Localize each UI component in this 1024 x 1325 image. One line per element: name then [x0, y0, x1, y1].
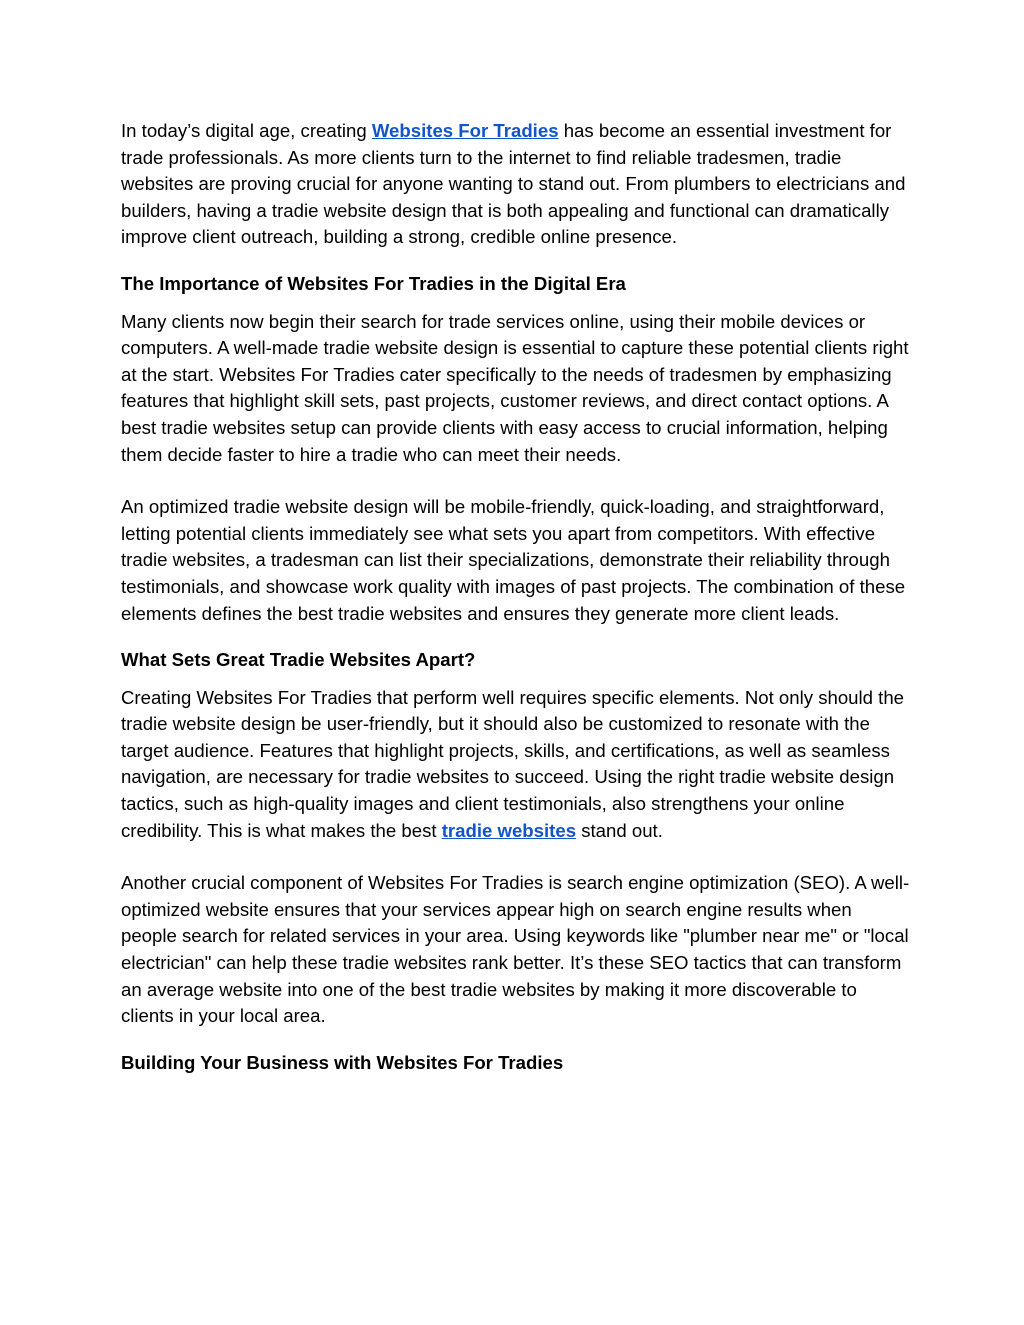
websites-for-tradies-link[interactable]: Websites For Tradies	[371, 120, 559, 141]
section2-text-after-link: stand out.	[576, 819, 663, 841]
document-page	[121, 118, 911, 1076]
section2-paragraph-2: Another crucial component of Websites For Tradies is search engine optimization (SEO). A well-optimized website ensures that your services appear high on search engine results when people search for related services in your area. Using keywords like "plumber near me" or "local electrician" can help these tradie websites rank better. It’s these SEO tactics that can transform an average website into one of the best tradie websites by making it more discoverable to clients in your local area.	[121, 872, 910, 1027]
intro-text-before-link: In today’s digital age, creating	[121, 120, 372, 141]
section2-text-before-link: Creating Websites For Tradies that perform well requires specific elements. Not only should the tradie website design be user-friendly, but it should also be customized to resonate with the target audience. Features that highlight projects, skills, and certifications, as well as seamless navigation, are necessary for tradie websites to succeed. Using the right tradie website design tactics, such as high-quality images and client testimonials, also strengthens your online credibility. This is what makes the best	[121, 686, 905, 841]
tradie-websites-link[interactable]: tradie websites	[441, 819, 577, 841]
section3-heading: Building Your Business with Websites For Tradies	[121, 1051, 564, 1073]
section1-paragraph-2: An optimized tradie website design will be mobile-friendly, quick-loading, and straightforward, letting potential clients immediately see what sets you apart from competitors. With effective tradie websites, a tradesman can list their specializations, demonstrate their reliability through testimonials, and showcase work quality with images of past projects. The combination of these elements defines the best tradie websites and ensures they generate more client leads.	[121, 496, 906, 624]
section2-heading: What Sets Great Tradie Websites Apart?	[121, 649, 476, 671]
section1-heading: The Importance of Websites For Tradies in the Digital Era	[121, 272, 626, 294]
intro-text-after-link: has become an essential investment for trade professionals. As more clients turn to the internet to find reliable tradesmen, tradie websites are proving crucial for anyone wanting to stand out. From plumbers to electricians and builders, having a tradie website design that is both appealing and functional can dramatically improve client outreach, building a strong, credible online presence.	[121, 120, 906, 248]
intro-paragraph	[121, 118, 911, 251]
section2-paragraph-1	[121, 685, 911, 845]
section1-paragraph-1: Many clients now begin their search for trade services online, using their mobile devices or computers. A well-made tradie website design is essential to capture these potential clients right at the start. Websites For Tradies cater specifically to the needs of tradesmen by emphasizing features that highlight skill sets, past projects, customer reviews, and direct contact options. A best tradie websites setup can provide clients with easy access to crucial information, helping them decide faster to hire a tradie who can meet their needs.	[121, 310, 909, 465]
